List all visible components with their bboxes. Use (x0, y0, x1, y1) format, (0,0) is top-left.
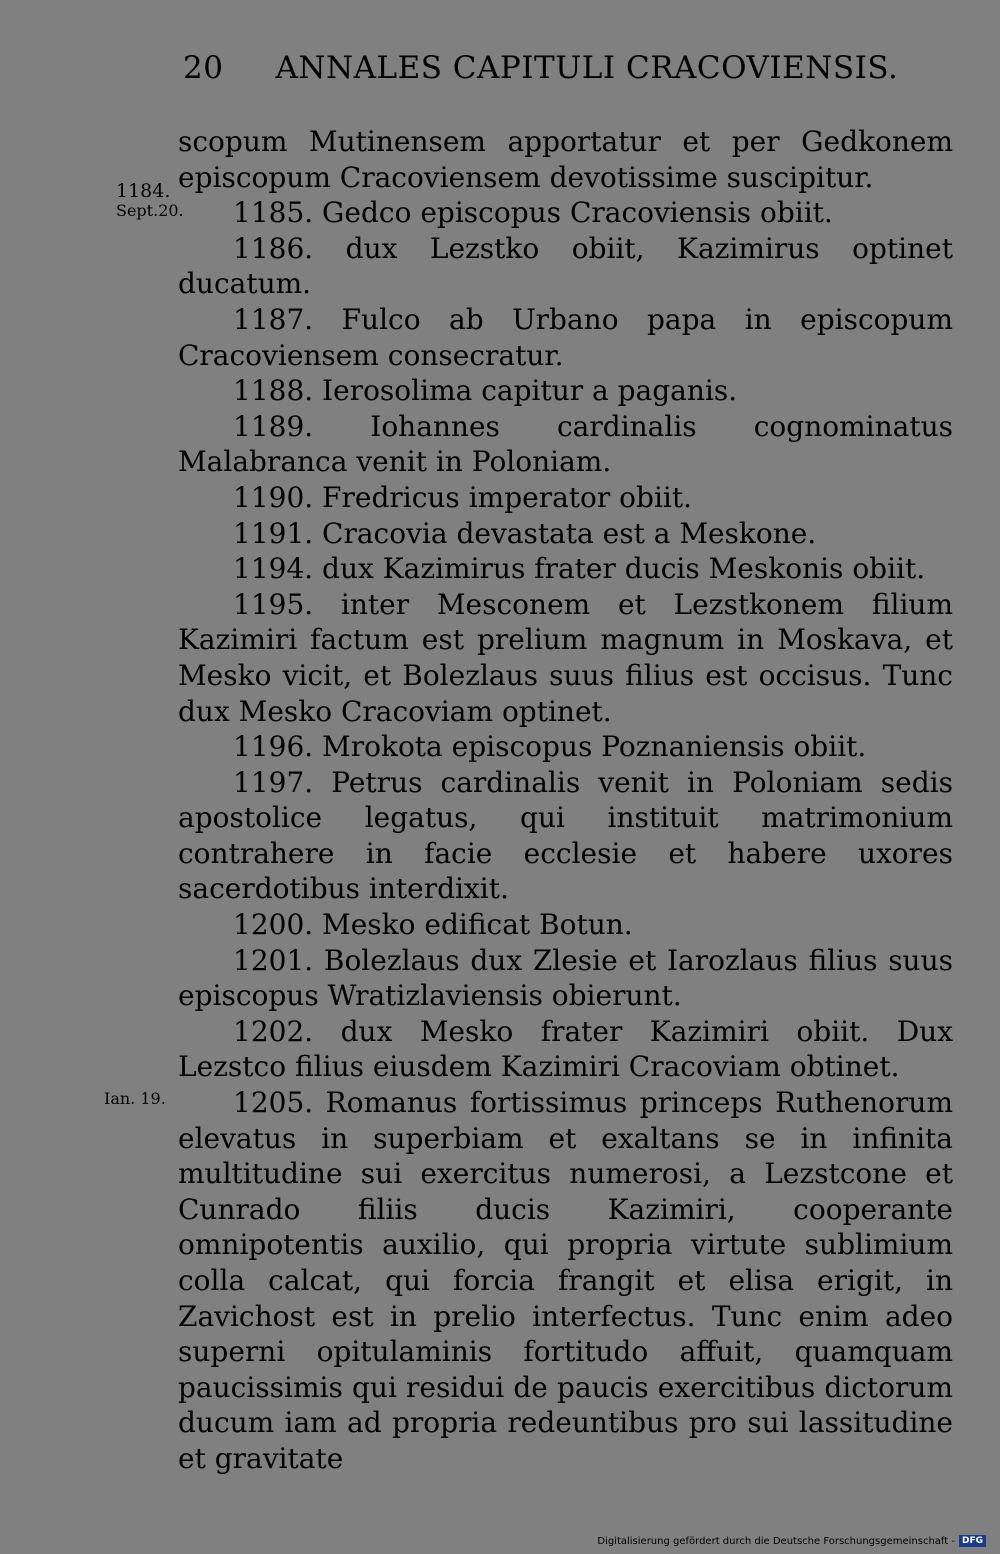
margin-note-year: 1184. (116, 180, 171, 202)
paragraph: 1196. Mrokota episcopus Poznaniensis obiit. (233, 730, 867, 764)
running-title: ANNALES CAPITULI CRACOVIENSIS. (275, 50, 899, 86)
paragraph: 1185. Gedco episcopus Cracoviensis obiit. (233, 196, 833, 230)
paragraph: 1188. Ierosolima capitur a paganis. (233, 374, 738, 408)
paragraph: 1197. Petrus cardinalis venit in Poloniam sedis apostolice legatus, qui instituit matrimonium contrahere in facie ecclesie et habere uxores sacerdotibus interdixit. (178, 765, 953, 906)
paragraph: scopum Mutinensem apportatur et per Gedkonem episcopum Cracoviensem devotissime suscipitur. (178, 125, 953, 194)
running-header (183, 50, 943, 86)
paragraph: 1186. dux Lezstko obiit, Kazimirus optinet ducatum. (178, 231, 953, 301)
margin-note-date-ian (104, 1089, 166, 1108)
dfg-logo: DFG (959, 1535, 986, 1547)
margin-note-date-1184 (116, 182, 184, 220)
margin-note-day: Sept.20. (116, 201, 184, 220)
paragraph: 1194. dux Kazimirus frater ducis Meskonis obiit. (233, 552, 926, 586)
paragraph: 1191. Cracovia devastata est a Meskone. (233, 516, 817, 550)
paragraph: 1189. Iohannes cardinalis cognominatus Malabranca venit in Poloniam. (178, 409, 953, 479)
paragraph: 1201. Bolezlaus dux Zlesie et Iarozlaus filius suus episcopus Wratizlaviensis obierunt. (178, 943, 953, 1013)
footer-credit: Digitalisierung gefördert durch die Deutsche Forschungsgemeinschaft - (597, 1536, 955, 1547)
paragraph: 1187. Fulco ab Urbano papa in episcopum Cracoviensem consecratur. (178, 302, 953, 372)
page-number: 20 (183, 50, 224, 86)
main-text-block (178, 124, 953, 1477)
margin-note-day: Ian. 19. (104, 1089, 166, 1108)
digitization-footer (597, 1535, 986, 1549)
paragraph: 1205. Romanus fortissimus princeps Ruthenorum elevatus in superbiam et exaltans se in infinita multitudine sui exercitus numerosi, a Lezstcone et Cunrado filiis ducis Kazimiri, cooperante omnipotentis auxilio, qui propria virtute sublimium colla calcat, qui forcia frangit et elisa erigit, in Zavichost est in prelio interfectus. Tunc enim adeo superni opitulaminis fortitudo affuit, quamquam paucissimis qui residui de paucis exercitibus dictorum ducum iam ad propria redeuntibus pro sui lassitudine et gravitate (178, 1086, 953, 1475)
paragraph: 1195. inter Mesconem et Lezstkonem filium Kazimiri factum est prelium magnum in Moskava, et Mesko vicit, et Bolezlaus suus filius est occisus. Tunc dux Mesko Cracoviam optinet. (178, 587, 953, 728)
paragraph: 1200. Mesko edificat Botun. (233, 908, 633, 942)
paragraph: 1202. dux Mesko frater Kazimiri obiit. Dux Lezstco filius eiusdem Kazimiri Cracoviam obtinet. (178, 1014, 953, 1084)
paragraph: 1190. Fredricus imperator obiit. (233, 480, 693, 514)
